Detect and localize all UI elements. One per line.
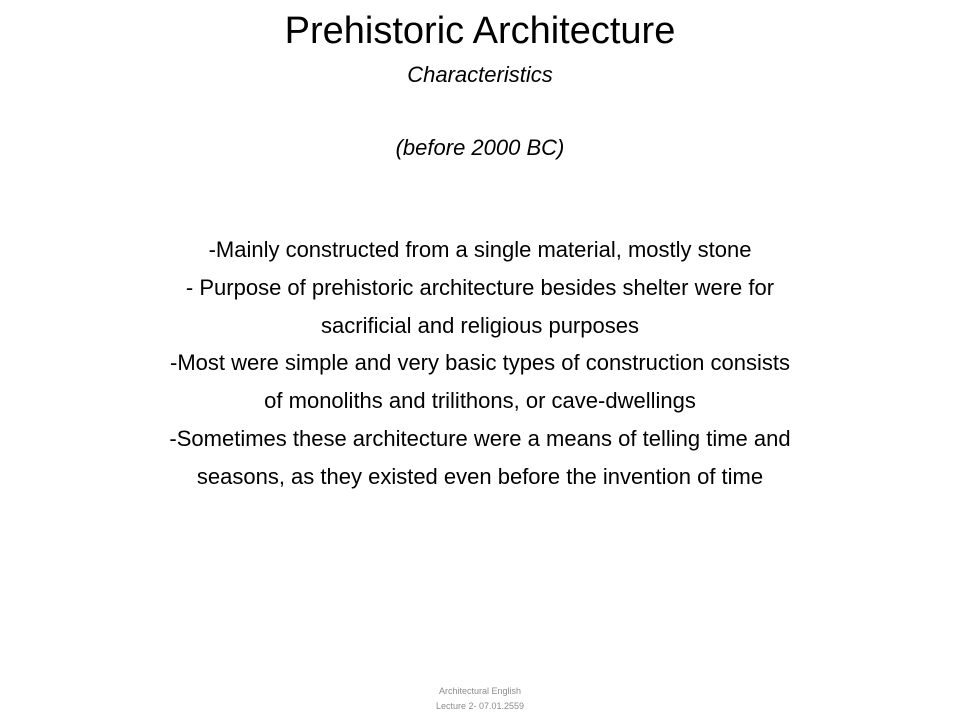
slide-subtitle: Characteristics [407, 62, 553, 87]
body-line-3: sacrificial and religious purposes [321, 312, 639, 338]
date-range: (before 2000 BC) [395, 135, 565, 160]
body-line-1: -Mainly constructed from a single material, mostly stone [208, 237, 752, 262]
footer-lecture: Lecture 2- 07.01.2559 [435, 701, 525, 711]
slide-body [40, 231, 920, 496]
body-line-4: -Most were simple and very basic types of construction consists [170, 350, 790, 376]
body-line-2: - Purpose of prehistoric architecture besides shelter were for [185, 274, 775, 300]
body-line-6: -Sometimes these architecture were a means of telling time and [169, 425, 791, 451]
body-line-7: seasons, as they existed even before the invention of time [196, 463, 764, 489]
body-line-5: of monoliths and trilithons, or cave-dwellings [264, 388, 696, 414]
slide-footer [0, 684, 960, 714]
footer-course: Architectural English [438, 686, 522, 696]
slide-title: Prehistoric Architecture [284, 10, 676, 52]
